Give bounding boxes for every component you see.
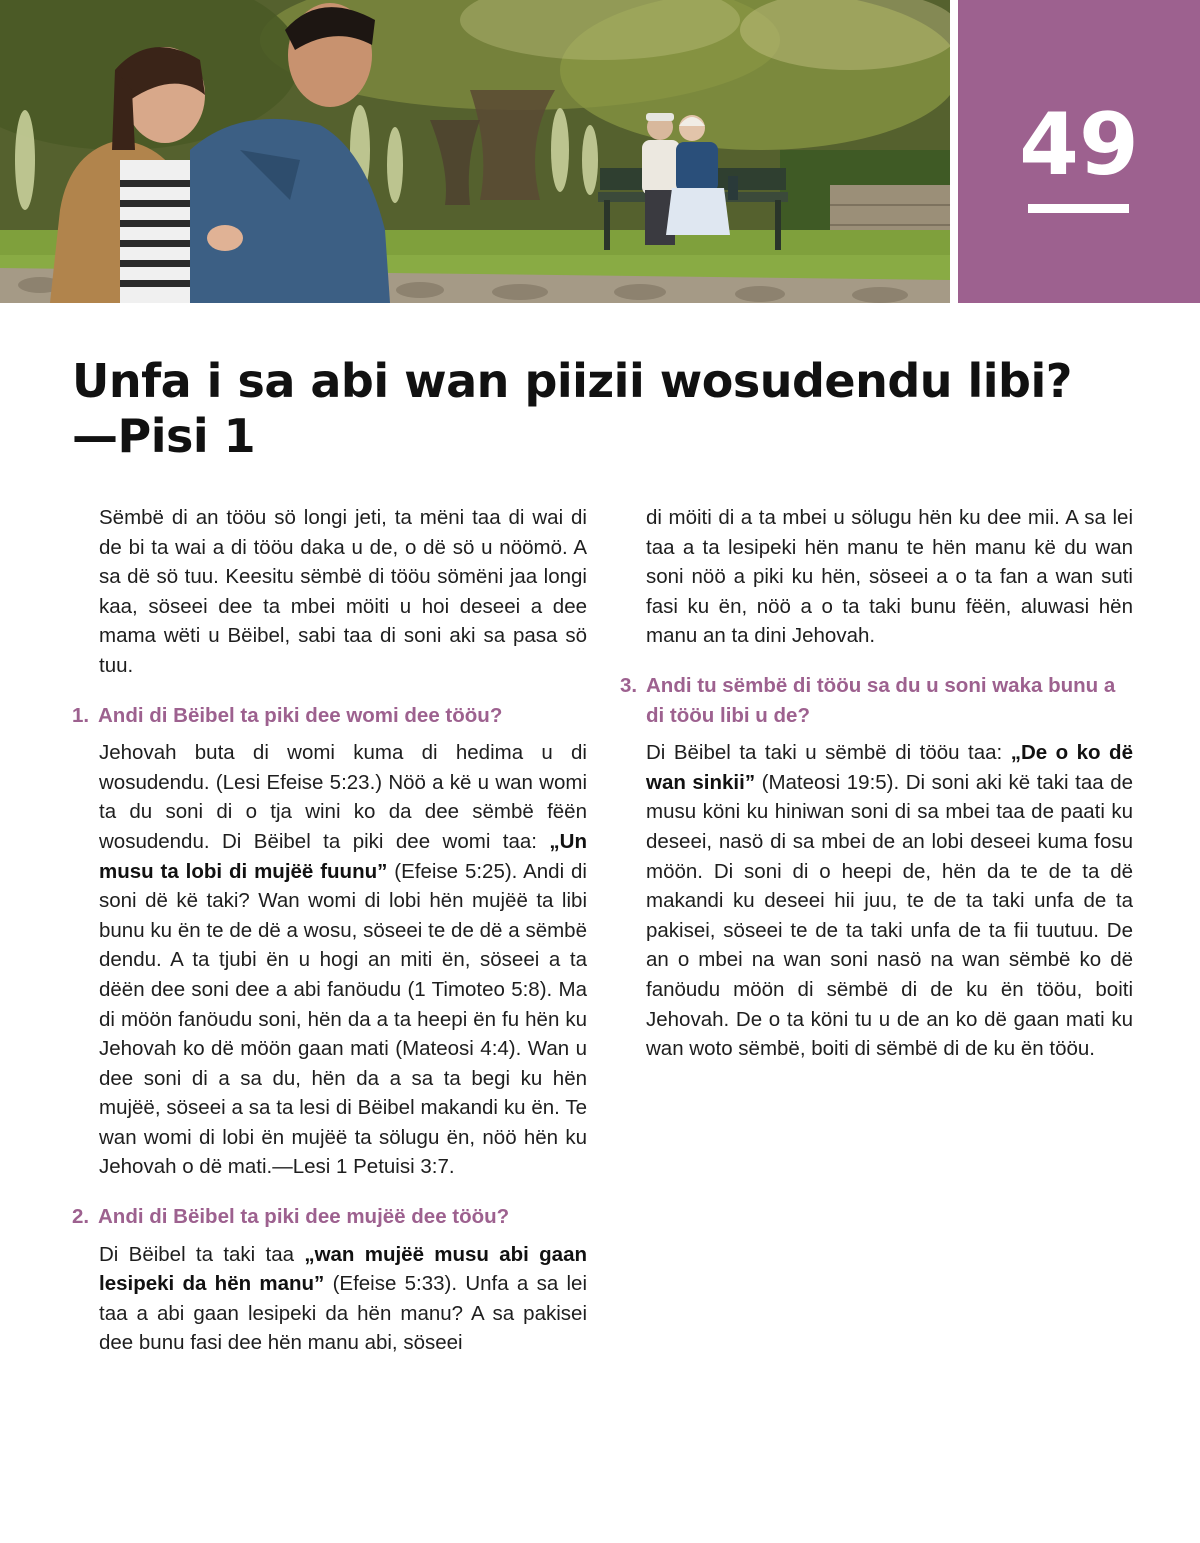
page-title-line2: —Pisi 1 [72,409,256,463]
page-title-line1: Unfa i sa abi wan piizii wosudendu libi? [72,354,1072,408]
answer-text: Di Bëibel ta taki taa [99,1242,305,1266]
intro-paragraph: Sëmbë di an tööu sö longi jeti, ta mëni taa di wai di de bi ta wai a di tööu daka u de, o dë sö u nöömö. A sa dë sö tuu. Keesitu sëmbë di tööu sömëni jaa longi kaa, söseei dee ta mbei möiti u hoi deseei a dee mama wëti u Bëibel, sabi taa di soni aki sa pasa sö tuu. [99,506,587,677]
answer-text: Jehovah buta di womi kuma di hedima u di wosudendu. (Lesi Efeise 5:23.) Nöö a kë u wan womi ta du soni di o tja wini ko da dee sëmbë fëën wosudendu. Di Bëibel ta piki dee womi taa: [99,741,587,853]
lesson-number-underline [1028,204,1129,213]
question-heading-3 [620,671,1133,730]
answer-paragraph-1 [99,738,587,1182]
answer-text: Di Bëibel ta taki u sëmbë di tööu taa: [646,741,1011,765]
answer-paragraph-2-continued: di möiti di a ta mbei u sölugu hën ku dee mii. A sa lei taa a ta lesipeki hën manu te hën manu kë du wan soni nöö a piki ku hën, söseei a o ta fan a wan suti fasi ku ën, nöö a o ta taki bunu fëën, aluwasi hën manu an ta dini Jehovah. [646,506,1133,648]
page-title [72,354,1132,464]
header-photo [0,0,950,303]
lesson-number: 49 [1019,95,1139,195]
answer-paragraph-3 [646,738,1133,1064]
answer-paragraph-2 [99,1240,587,1358]
scripture-quote: „De o ko dë wan sinkii” [646,741,1133,794]
answer-text: (Mateosi 19:5). Di soni aki kë taki taa de musu köni ku hiniwan soni di sa mbei taa de paati ku deseei, nasö di sa mbei de an lobi deseei kuma fosu möön. Di soni di o heepi de, hën da te de ta dë makandi ku deseei hii juu, te de ta taki unfa de ta pakisei, söseei te de ta taki unfa de ta fii tuutuu. De an o mbei na wan soni nasö na wan sëmbë ko dë fanöudu möön di sëmbë di de ku ën tööu, boiti Jehovah. De o ta köni tu u de an ko dë gaan mati ku wan woto sëmbë, boiti di sëmbë di de ku ën tööu. [646,770,1133,1061]
question-heading-1 [72,701,587,731]
question-text: Andi tu sëmbë di tööu sa du u soni waka bunu a di tööu libi u de? [646,673,1116,727]
answer-text: (Efeise 5:25). Andi di soni dë kë taki? Wan womi di lobi hën mujëë ta libi bunu ku ën te de dë a wosu, söseei te de dë a sëmbë dendu. A ta tjubi ën u hogi an miti ën, söseei a ta dëën dee soni dee a abi fanöudu (1 Timoteo 5:8). Ma di möön fanöudu soni, hën da a ta heepi ën fu hën ku Jehovah ko dë möön gaan mati (Mateosi 4:4). Wan u dee soni di a sa du, hën da a sa ta begi ku hën mujëë, söseei a sa ta lesi di Bëibel makandi ku ën. Te wan womi di lobi ën mujëë ta sölugu ën, nöö hën ku Jehovah o dë mati.—Lesi 1 Petuisi 3:7. [99,859,587,1179]
question-text: Andi di Bëibel ta piki dee mujëë dee tööu? [98,1205,510,1229]
question-number: 3. [620,673,638,697]
question-number: 2. [72,1205,90,1229]
lesson-number-box [958,0,1200,303]
scripture-quote: „Un musu ta lobi di mujëë fuunu” [99,829,587,883]
scripture-quote: „wan mujëë musu abi gaan lesipeki da hën manu” [99,1242,587,1296]
left-column [72,503,587,1358]
question-number: 1. [72,703,90,727]
right-column [620,503,1133,1064]
photo-couple-walking-park [0,0,950,303]
question-heading-2 [72,1202,587,1232]
answer-text: (Efeise 5:33). Unfa a sa lei taa a abi gaan lesipeki da hën manu? A sa pakisei dee bunu fasi dee hën manu abi, söseei [99,1272,588,1355]
question-text: Andi di Bëibel ta piki dee womi dee tööu? [98,703,503,727]
